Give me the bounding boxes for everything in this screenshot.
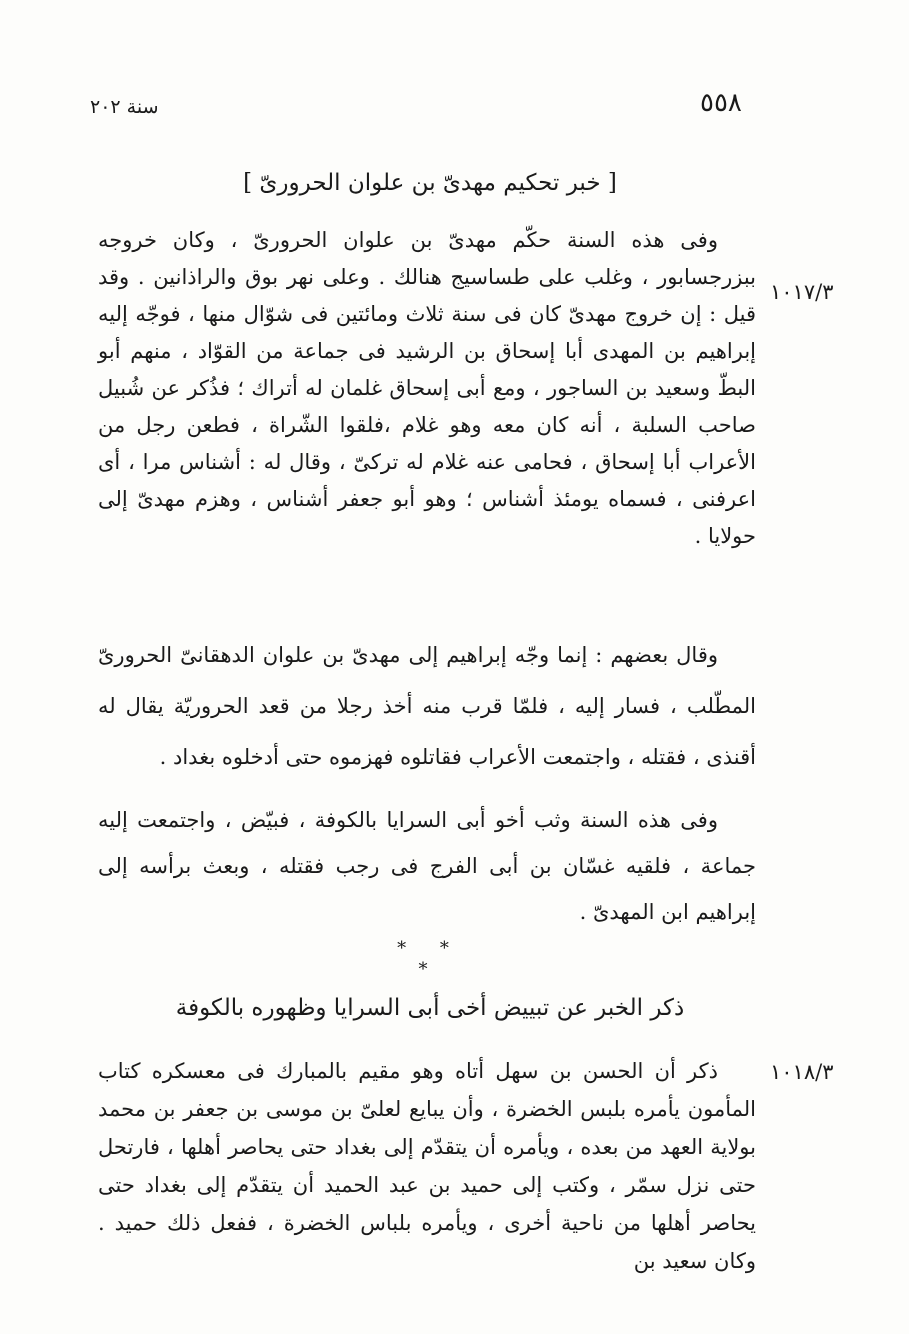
section-1-body-b — [98, 630, 756, 783]
margin-reference-2: ١٠١٨/٣ — [770, 1060, 834, 1084]
paragraph: وفى هذه السنة وثب أخو أبى السرايا بالكوفة ، فبيّض ، واجتمعت إليه جماعة ، فلقيه غسّان بن أبى الفرج فى رجب فقتله ، وبعث برأسه إلى إبراهيم ابن المهدىّ . — [98, 808, 756, 924]
section-heading-1: [ خبر تحكيم مهدىّ بن علوان الحرورىّ ] — [243, 170, 617, 196]
section-2-body — [98, 1052, 756, 1280]
section-1-body-a — [98, 222, 756, 555]
section-separator: * * * — [397, 938, 463, 980]
paragraph: وفى هذه السنة حكّم مهدىّ بن علوان الحرورىّ ، وكان خروجه ببزرجسابور ، وغلب على طساسيج هنالك . وعلى نهر بوق والراذانين . وقد قيل : إن خروج مهدىّ كان فى سنة ثلاث ومائتين فى شوّال منها ، فوجّه إليه إبراهيم بن المهدى أبا إسحاق بن الرشيد فى جماعة من القوّاد ، منهم أبو البطّ وسعيد بن الساجور ، ومع أبى إسحاق غلمان له أتراك ؛ فذُكر عن شُبيل صاحب السلبة ، أنه كان معه وهو غلام ،فلقوا الشّراة ، فطعن رجل من الأعراب أبا إسحاق ، فحامى عنه غلام له تركىّ ، وقال له : أشناس مرا ، أى اعرفنى ، فسماه يومئذ أشناس ؛ وهو أبو جعفر أشناس ، وهزم مهدىّ إلى حولايا . — [98, 228, 756, 548]
section-heading-2: ذكر الخبر عن تبييض أخى أبى السرايا وظهوره بالكوفة — [175, 995, 685, 1021]
running-header-year: سنة ٢٠٢ — [90, 96, 159, 118]
page-number: ٥٥٨ — [700, 88, 742, 118]
section-1-body-c — [98, 797, 756, 935]
paragraph: وقال بعضهم : إنما وجّه إبراهيم إلى مهدىّ بن علوان الدهقانىّ الحرورىّ المطّلب ، فسار إليه ، فلمّا قرب منه أخذ رجلا من قعد الحروريّة يقال له أقنذى ، فقتله ، واجتمعت الأعراب فقاتلوه فهزموه حتى أدخلوه بغداد . — [98, 643, 756, 769]
margin-reference-1: ١٠١٧/٣ — [770, 280, 834, 304]
paragraph: ذكر أن الحسن بن سهل أتاه وهو مقيم بالمبارك فى معسكره كتاب المأمون يأمره بلبس الخضرة ، وأن يبايع لعلىّ بن موسى بن جعفر بن محمد بولاية العهد من بعده ، ويأمره أن يتقدّم إلى بغداد حتى يحاصر أهلها ، فارتحل حتى نزل سمّر ، وكتب إلى حميد بن عبد الحميد أن يتقدّم إلى بغداد حتى يحاصر أهلها من ناحية أخرى ، ويأمره بلباس الخضرة ، ففعل ذلك حميد . وكان سعيد بن — [98, 1059, 756, 1273]
